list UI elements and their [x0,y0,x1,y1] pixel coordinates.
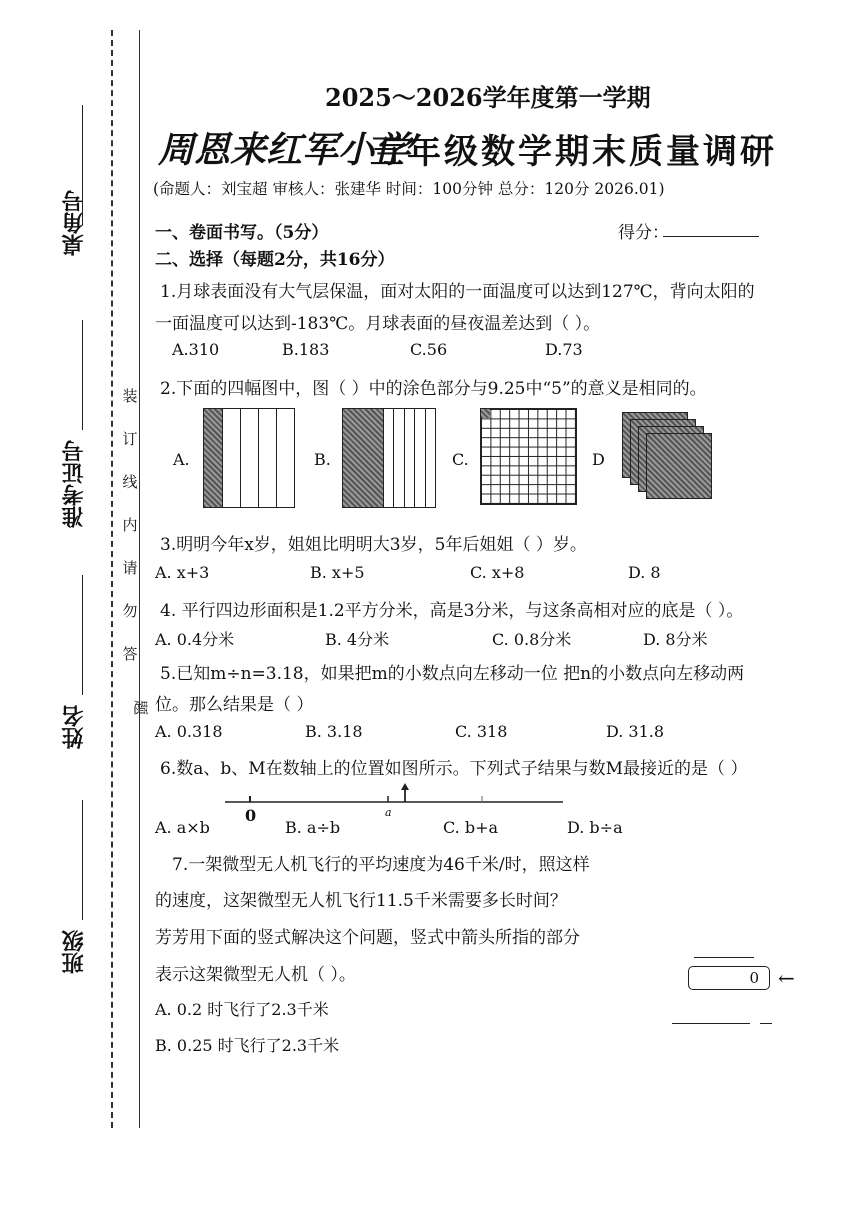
division-line-bottom-short [760,1023,772,1024]
q3-option-c[interactable]: C. x+8 [470,563,525,582]
name-label: 姓名 [61,705,88,749]
exam-info: (命题人：刘宝超 审核人：张建华 时间：100分钟 总分：120分 2026.01) [153,180,665,198]
q6-number-line [225,782,565,822]
axis-zero-label: 0 [245,806,257,825]
q6-option-c[interactable]: C. b+a [443,818,499,837]
q2-stem: 2.下面的四幅图中，图（ ）中的涂色部分与9.25中“5”的意义是相同的。 [160,379,707,399]
q1-option-a[interactable]: A.310 [172,340,220,359]
section2-title: 二、选择（每题2分，共16分） [155,250,395,270]
q2-figure-b [342,408,436,508]
axis-a-label: a [385,806,392,819]
q2-label-a[interactable]: A. [173,450,190,469]
class-label: 班级 [61,930,88,974]
q7-line3: 芳芳用下面的竖式解决这个问题，竖式中箭头所指的部分 [155,928,580,948]
q3-stem: 3.明明今年x岁，姐姐比明明大3岁，5年后姐姐（ ）岁。 [160,535,587,555]
q5-option-d[interactable]: D. 31.8 [606,722,665,741]
division-line-top [694,957,754,958]
q6-stem: 6.数a、b、M在数轴上的位置如图所示。下列式子结果与数M最接近的是（ ） [160,759,748,779]
binding-line-right [139,30,140,1128]
binding-dashed-line-left [111,30,113,1128]
q6-option-b[interactable]: B. a÷b [285,818,341,837]
pointing-arrow-icon: ← [778,966,795,990]
q7-line2: 的速度，这架微型无人机飞行11.5千米需要多长时间？ [155,891,567,911]
q2-figure-d [622,412,722,512]
desk-number-label: 桌角号 [61,190,88,256]
q3-option-b[interactable]: B. x+5 [310,563,365,582]
division-highlight-box: 0 [688,966,770,990]
q4-option-d[interactable]: D. 8分米 [643,630,708,649]
q2-figure-a [203,408,295,508]
section1-title: 一、卷面书写。（5分） [155,223,329,243]
q1-line1: 1.月球表面没有大气层保温，面对太阳的一面温度可以达到127℃，背向太阳的 [160,282,755,302]
q5-line1: 5.已知m÷n=3.18，如果把m的小数点向左移动一位 把n的小数点向左移动两 [160,664,745,684]
score-field[interactable] [663,236,759,237]
q4-option-a[interactable]: A. 0.4分米 [155,630,235,649]
q1-line2: 一面温度可以达到-183℃。月球表面的昼夜温差达到（ ）。 [155,314,601,334]
m-arrow-head [401,783,409,790]
q6-option-a[interactable]: A. a×b [155,818,210,837]
q2-label-b[interactable]: B. [314,450,331,469]
q1-option-b[interactable]: B.183 [282,340,330,359]
q7-line1: 7.一架微型无人机飞行的平均速度为46千米/时，照这样 [172,855,590,875]
q4-stem: 4. 平行四边形面积是1.2平方分米，高是3分米，与这条高相对应的底是（ ）。 [160,601,744,621]
q3-option-a[interactable]: A. x+3 [155,563,210,582]
q4-option-b[interactable]: B. 4分米 [325,630,390,649]
q3-option-d[interactable]: D. 8 [628,563,661,582]
q7-option-b[interactable]: B. 0.25 时飞行了2.3千米 [155,1036,340,1055]
binding-notice: 装 订 线 内 请 勿 答 题 [122,387,150,715]
q7-line4: 表示这架微型无人机（ ）。 [155,965,356,985]
name-field[interactable] [82,575,83,695]
q1-option-d[interactable]: D.73 [545,340,583,359]
score-label: 得分： [618,223,669,243]
q5-option-c[interactable]: C. 318 [455,722,508,741]
q6-option-d[interactable]: D. b÷a [567,818,623,837]
q2-figure-c [480,408,577,505]
q2-label-c[interactable]: C. [452,450,469,469]
division-line-bottom [672,1023,750,1024]
q5-option-a[interactable]: A. 0.318 [155,722,223,741]
q5-option-b[interactable]: B. 3.18 [305,722,363,741]
q4-option-c[interactable]: C. 0.8分米 [492,630,572,649]
desk-number-field[interactable] [82,105,83,225]
school-name: 周恩来红军小学 [158,129,411,171]
q2-label-d[interactable]: D [592,450,605,469]
year-title: 2025～2026学年度第一学期 [325,83,651,112]
ticket-number-field[interactable] [82,320,83,430]
q7-option-a[interactable]: A. 0.2 时飞行了2.3千米 [155,1000,329,1019]
exam-title: 五年级数学期末质量调研 [370,132,777,172]
ticket-number-label: 准考证号 [61,440,88,528]
q1-option-c[interactable]: C.56 [410,340,448,359]
q5-line2: 位。那么结果是（ ） [155,695,314,715]
class-field[interactable] [82,800,83,920]
